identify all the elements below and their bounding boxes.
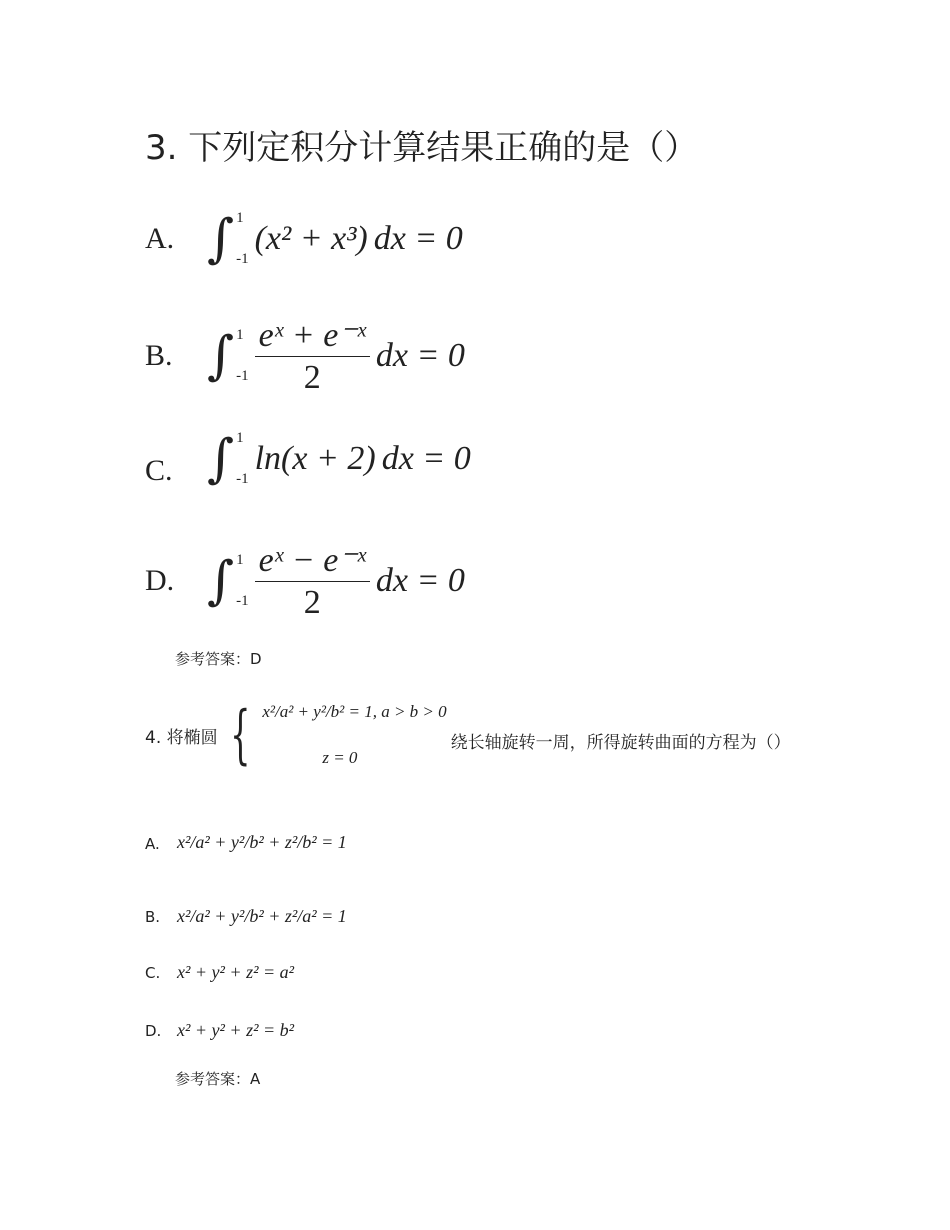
option-formula: x²/a² + y²/b² + z²/b² = 1 bbox=[177, 832, 347, 852]
integral-limits bbox=[236, 210, 249, 268]
denominator: 2 bbox=[303, 359, 321, 396]
integral-limits bbox=[236, 430, 249, 488]
integral-limits bbox=[236, 552, 249, 610]
upper-limit: 1 bbox=[236, 430, 244, 446]
upper-limit: 1 bbox=[236, 552, 244, 568]
q3-option-a bbox=[145, 210, 463, 268]
question-4-stem bbox=[145, 698, 791, 772]
q3-option-b bbox=[145, 315, 465, 397]
denominator: 2 bbox=[303, 584, 321, 621]
numerator: eˣ + e⁻ˣ bbox=[255, 315, 370, 357]
integral-sign: ∫ bbox=[207, 551, 235, 611]
integral-limits bbox=[236, 327, 249, 385]
option-label: C. bbox=[145, 454, 173, 487]
option-label: D. bbox=[145, 1021, 162, 1040]
integral-tail: dx = 0 bbox=[381, 440, 471, 477]
q4-answer: 参考答案：A bbox=[175, 1070, 261, 1088]
option-label: D. bbox=[145, 564, 175, 597]
integral-sign: ∫ bbox=[207, 326, 235, 386]
question-3-title: 3. 下列定积分计算结果正确的是（） bbox=[145, 128, 699, 168]
option-formula: x² + y² + z² = a² bbox=[177, 962, 295, 982]
upper-limit: 1 bbox=[236, 327, 244, 343]
integrand: (x² + x³) bbox=[254, 220, 368, 257]
lower-limit: -1 bbox=[236, 251, 249, 267]
numerator: eˣ − e⁻ˣ bbox=[255, 540, 370, 582]
option-label: C. bbox=[145, 963, 161, 982]
fraction bbox=[255, 315, 370, 397]
option-formula: x²/a² + y²/b² + z²/a² = 1 bbox=[177, 906, 347, 926]
lower-limit: -1 bbox=[236, 368, 249, 384]
integrand: ln(x + 2) bbox=[254, 440, 376, 477]
system-eq-2: z = 0 bbox=[322, 748, 358, 767]
q3-answer: 参考答案：D bbox=[175, 650, 262, 668]
integral-sign: ∫ bbox=[207, 429, 235, 489]
q4-prefix: 4. 将椭圆 bbox=[145, 727, 218, 748]
q4-option-b bbox=[145, 906, 347, 927]
lower-limit: -1 bbox=[236, 593, 249, 609]
system-eq-1: x²/a² + y²/b² = 1, a > b > 0 bbox=[262, 702, 447, 721]
option-label: A. bbox=[145, 835, 160, 853]
option-label: B. bbox=[145, 339, 173, 372]
q4-option-a bbox=[145, 832, 347, 853]
q3-option-d bbox=[145, 540, 465, 622]
integral-tail: dx = 0 bbox=[373, 220, 463, 257]
q4-option-c bbox=[145, 962, 294, 983]
option-label: B. bbox=[145, 907, 161, 926]
q4-suffix: 绕长轴旋转一周，所得旋转曲面的方程为（） bbox=[450, 733, 791, 753]
fraction bbox=[255, 540, 370, 622]
brace-icon: { bbox=[229, 698, 251, 772]
integral-sign: ∫ bbox=[207, 209, 235, 269]
option-formula: x² + y² + z² = b² bbox=[177, 1020, 295, 1040]
lower-limit: -1 bbox=[236, 471, 249, 487]
integral-tail: dx = 0 bbox=[375, 337, 465, 374]
equation-system bbox=[262, 702, 446, 768]
integral-tail: dx = 0 bbox=[375, 562, 465, 599]
q3-option-c bbox=[145, 430, 471, 488]
upper-limit: 1 bbox=[236, 210, 244, 226]
q4-option-d bbox=[145, 1020, 294, 1041]
option-label: A. bbox=[145, 222, 175, 255]
